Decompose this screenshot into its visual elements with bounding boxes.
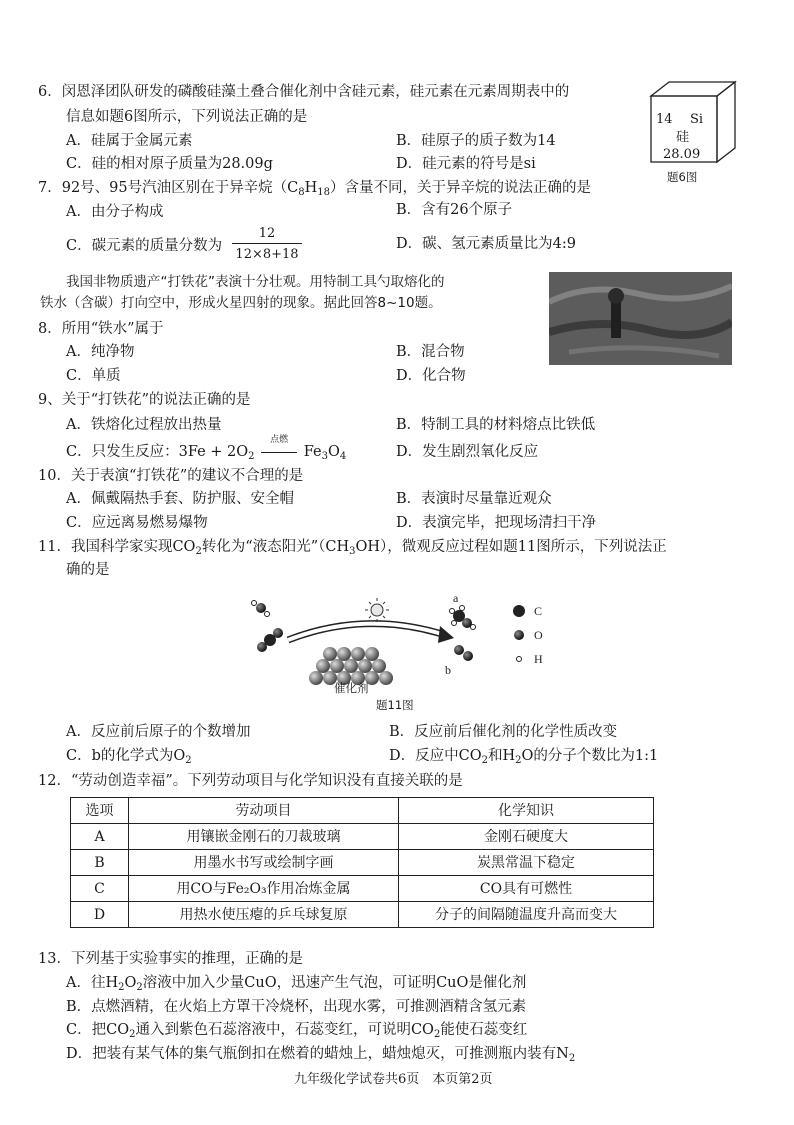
reaction-condition: 点燃 bbox=[270, 435, 289, 445]
q13-option-b: B．点燃酒精，在火焰上方罩干冷烧杯，出现水雾，可推测酒精含氢元素 bbox=[66, 999, 527, 1015]
iron-flower-photo bbox=[549, 272, 732, 365]
table-cell: A bbox=[71, 824, 129, 850]
figure11-caption: 题11图 bbox=[376, 698, 414, 712]
table-cell: 用墨水书写或绘制字画 bbox=[129, 850, 399, 876]
q6-option-d: D．硅元素的符号是si bbox=[396, 156, 536, 172]
table-header: 选项 bbox=[71, 798, 129, 824]
table-cell: 金刚石硬度大 bbox=[399, 824, 654, 850]
table-row bbox=[71, 902, 654, 928]
q8-option-c: C．单质 bbox=[66, 368, 121, 384]
table-header-row bbox=[71, 798, 654, 824]
q7-fraction-denominator: 12×8+18 bbox=[235, 247, 299, 262]
table-cell: D bbox=[71, 902, 129, 928]
q6-option-c: C．硅的相对原子质量为28.09g bbox=[66, 156, 273, 172]
q13-option-d: D．把装有某气体的集气瓶倒扣在燃着的蜡烛上，蜡烛熄灭，可推测瓶内装有$N_2$ bbox=[66, 1046, 576, 1064]
q7-fraction-numerator: 12 bbox=[258, 226, 276, 241]
q8-option-d: D．化合物 bbox=[396, 368, 466, 384]
q11-stem: 11．我国科学家实现$CO_2$转化为“液态阳光$”(CH_3OH)$，微观反应过程如题11图所示，下列说法正 bbox=[38, 539, 667, 557]
table-cell: 炭黑常温下稳定 bbox=[399, 850, 654, 876]
q9-option-d: D．发生剧烈氧化反应 bbox=[396, 444, 539, 460]
hydrogen-atom bbox=[265, 612, 270, 617]
q6-option-b: B．硅原子的质子数为14 bbox=[396, 133, 556, 149]
catalyst-label: 催化剂 bbox=[334, 681, 369, 695]
q6-stem-line2: 信息如题6图所示，下列说法正确的是 bbox=[66, 109, 308, 125]
oxygen-atom bbox=[454, 645, 464, 655]
q7-option-b: B．含有26个原子 bbox=[396, 202, 513, 218]
element-atomic-mass: 28.09 bbox=[663, 147, 701, 162]
q12-table bbox=[70, 797, 654, 928]
table-cell: 用CO与Fe₂O₃作用冶炼金属 bbox=[129, 876, 399, 902]
table-cell: C bbox=[71, 876, 129, 902]
catalyst-pile bbox=[309, 647, 393, 685]
figure6-caption: 题6图 bbox=[667, 170, 698, 184]
oxygen-atom bbox=[256, 603, 266, 613]
q13-option-c: C．把$CO_2$通入到紫色石蕊溶液中，石蕊变红，可说明$CO_2$能使石蕊变红 bbox=[66, 1022, 528, 1040]
q9-option-a: A．铁熔化过程放出热量 bbox=[66, 417, 222, 433]
legend-carbon-swatch bbox=[513, 605, 525, 617]
table-cell: 用热水使压瘪的乒乓球复原 bbox=[129, 902, 399, 928]
q9-option-c: C．只发生反应：$3Fe + 2O_2$ 点燃 $Fe_3O_4$ bbox=[66, 435, 347, 462]
table-cell: B bbox=[71, 850, 129, 876]
table-row bbox=[71, 824, 654, 850]
oxygen-atom bbox=[273, 628, 283, 638]
q10-option-d: D．表演完毕，把现场清扫干净 bbox=[396, 515, 597, 531]
q7-option-d: D．碳、氢元素质量比为4:9 bbox=[396, 236, 576, 252]
oxygen-atom bbox=[463, 651, 473, 661]
table-row bbox=[71, 876, 654, 902]
q8-option-a: A．纯净物 bbox=[66, 344, 135, 360]
q7-option-a: A．由分子构成 bbox=[66, 204, 164, 220]
legend-oxygen-swatch bbox=[514, 630, 524, 640]
q9-option-b: B．特制工具的材料熔点比铁低 bbox=[396, 417, 596, 433]
page-footer: 九年级化学试卷共6页 本页第2页 bbox=[294, 1072, 493, 1087]
legend-carbon-label: C bbox=[534, 604, 543, 618]
label-b: b bbox=[445, 663, 451, 677]
q8-option-b: B．混合物 bbox=[396, 344, 465, 360]
element-symbol: Si bbox=[690, 112, 704, 127]
hydrogen-atom bbox=[252, 601, 257, 606]
q12-stem: 12．“劳动创造幸福”。下列劳动项目与化学知识没有直接关联的是 bbox=[38, 773, 463, 789]
element-name: 硅 bbox=[676, 130, 690, 145]
q13-stem: 13．下列基于实验事实的推理，正确的是 bbox=[38, 951, 303, 967]
q10-option-a: A．佩戴隔热手套、防护服、安全帽 bbox=[66, 491, 294, 507]
q11-option-d: D．反应中$CO_2$和$H_2O$的分子个数比为1:1 bbox=[389, 748, 659, 766]
q9-stem: 9、关于“打铁花”的说法正确的是 bbox=[38, 392, 251, 408]
q7-stem: 7．92号、95号汽油区别在于异辛烷$(C_8H_{18})$含量不同，关于异辛烷的说法正确的是 bbox=[38, 180, 591, 198]
q10-option-c: C．应远离易燃易爆物 bbox=[66, 515, 208, 531]
q11-stem-line2: 确的是 bbox=[66, 562, 110, 578]
element-atomic-number: 14 bbox=[656, 112, 673, 127]
q11-option-b: B．反应前后催化剂的化学性质改变 bbox=[389, 724, 618, 740]
legend-hydrogen-label: H bbox=[534, 652, 543, 666]
table-cell: CO具有可燃性 bbox=[399, 876, 654, 902]
q8-stem: 8．所用“铁水”属于 bbox=[38, 321, 164, 337]
table-cell: 分子的间隔随温度升高而变大 bbox=[399, 902, 654, 928]
q7-fraction-bar bbox=[232, 243, 302, 244]
passage-line2: 铁水（含碳）打向空中，形成火星四射的现象。据此回答8~10题。 bbox=[40, 295, 442, 311]
q10-option-b: B．表演时尽量靠近观众 bbox=[396, 491, 552, 507]
sun-icon bbox=[365, 598, 389, 622]
q10-stem: 10．关于表演“打铁花”的建议不合理的是 bbox=[38, 468, 304, 484]
legend-hydrogen-swatch bbox=[517, 657, 522, 662]
methanol-molecule-a bbox=[450, 606, 476, 630]
table-row bbox=[71, 850, 654, 876]
legend-oxygen-label: O bbox=[534, 628, 543, 642]
label-a: a bbox=[453, 591, 459, 605]
q11-option-c: C．b的化学式为$O_2$ bbox=[66, 748, 192, 766]
table-header: 劳动项目 bbox=[129, 798, 399, 824]
q6-option-a: A．硅属于金属元素 bbox=[66, 133, 193, 149]
q13-option-a: A．往$H_2O_2$溶液中加入少量CuO，迅速产生气泡，可证明CuO是催化剂 bbox=[66, 975, 527, 993]
table-cell: 用镶嵌金刚石的刀裁玻璃 bbox=[129, 824, 399, 850]
passage-line1: 我国非物质遗产“打铁花”表演十分壮观。用特制工具勺取熔化的 bbox=[66, 274, 445, 290]
q11-option-a: A．反应前后原子的个数增加 bbox=[66, 724, 251, 740]
table-header: 化学知识 bbox=[399, 798, 654, 824]
q7-option-c: C．碳元素的质量分数为 bbox=[66, 238, 223, 254]
q6-stem-line1: 6．闵恩泽团队研发的磷酸硅藻土叠合催化剂中含硅元素，硅元素在元素周期表中的 bbox=[38, 84, 570, 100]
figure11-reaction-diagram bbox=[240, 590, 570, 700]
